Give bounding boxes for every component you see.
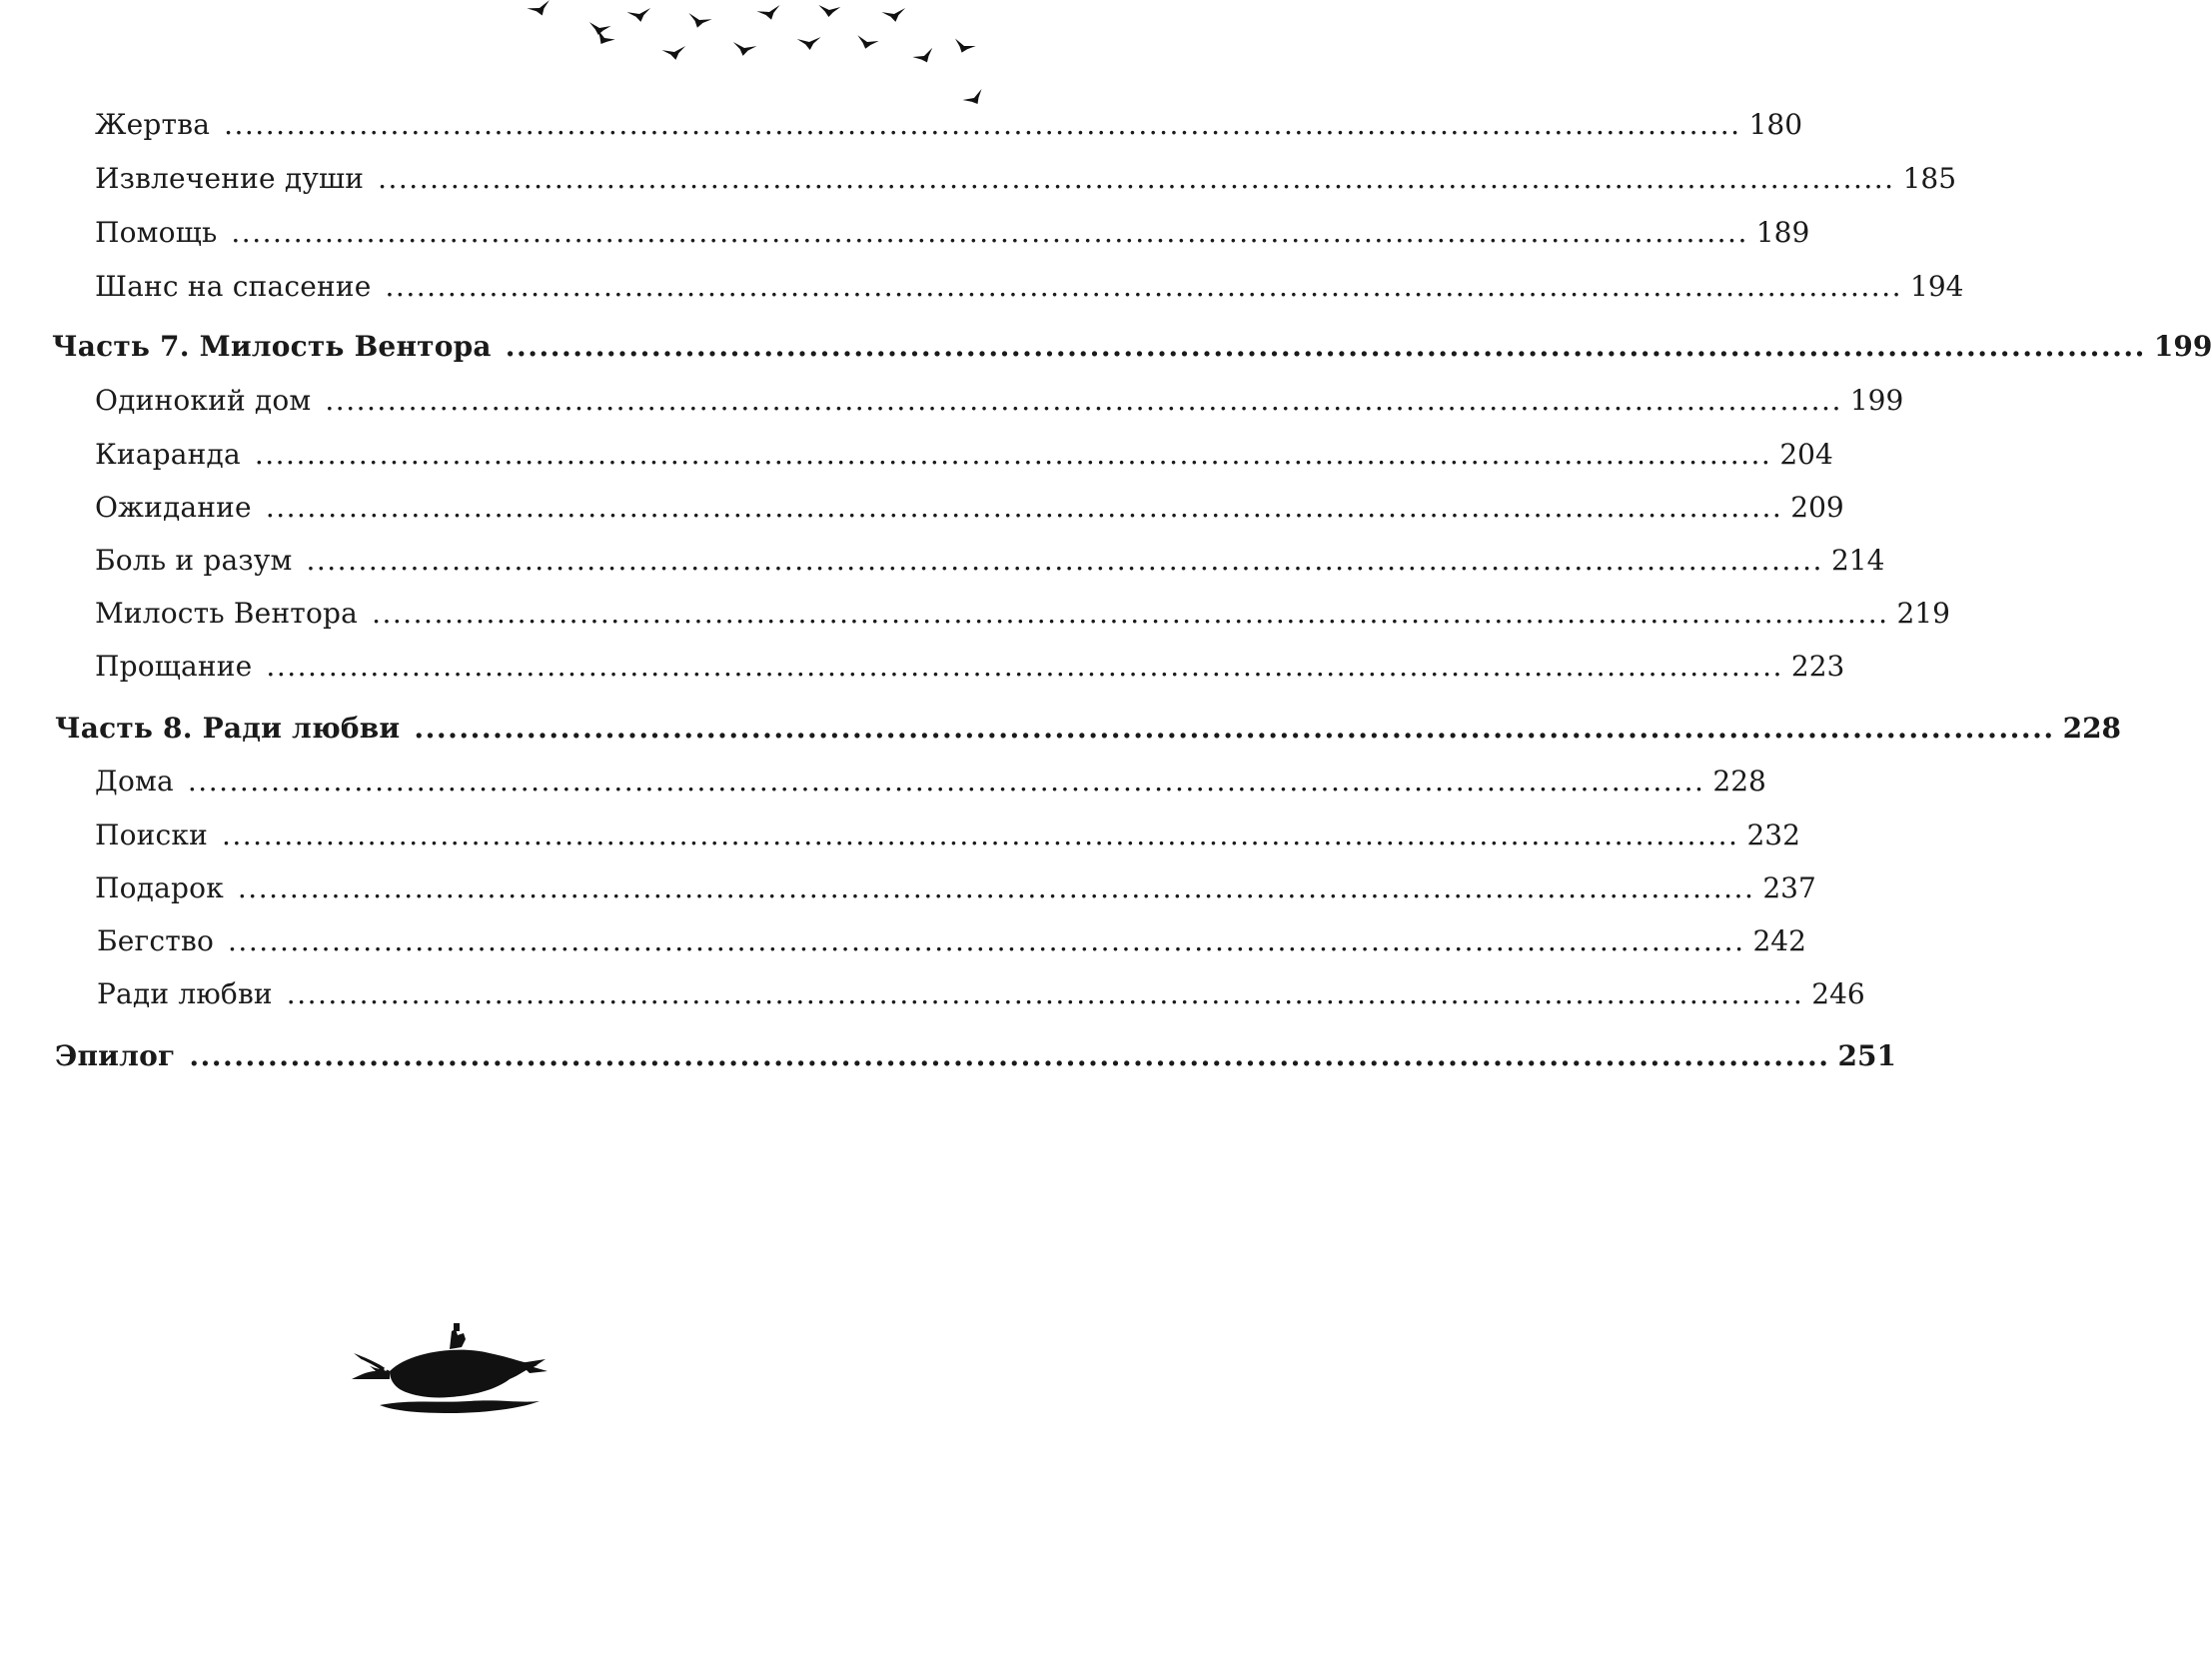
toc-entry-shans-na-spasenie[interactable] bbox=[95, 270, 1964, 326]
toc-leader-dots: .................................................................................................................................................. bbox=[224, 108, 1741, 141]
toc-leader-dots: .................................................................................................................................................. bbox=[414, 712, 2055, 745]
toc-entry-page: 223 bbox=[1790, 650, 1845, 683]
toc-entry-page: 209 bbox=[1790, 491, 1844, 524]
toc-leader-dots: .................................................................................................................................................. bbox=[265, 491, 1783, 524]
toc-entry-title: Милость Вентора bbox=[95, 597, 359, 630]
toc-part-page: 251 bbox=[1837, 1039, 1896, 1072]
toc-part-title: Часть 7. Милость Вентора bbox=[52, 330, 492, 363]
toc-leader-dots: .................................................................................................................................................. bbox=[286, 977, 1804, 1010]
toc-entry-title: Боль и разум bbox=[95, 544, 293, 577]
toc-leader-dots: .................................................................................................................................................. bbox=[505, 330, 2146, 363]
toc-entry-title: Ради любви bbox=[97, 977, 273, 1010]
toc-leader-dots: .................................................................................................................................................. bbox=[306, 544, 1823, 577]
toc-entry-title: Помощь bbox=[95, 216, 218, 249]
toc-entry-title: Поиски bbox=[95, 819, 208, 851]
toc-part-title: Эпилог bbox=[55, 1039, 176, 1072]
toc-leader-dots: .................................................................................................................................................. bbox=[237, 871, 1755, 904]
toc-leader-dots: .................................................................................................................................................. bbox=[266, 650, 1783, 683]
toc-entry-page: 185 bbox=[1902, 162, 1957, 195]
toc-entry-bol-i-razum[interactable] bbox=[95, 544, 1885, 600]
toc-entry-title: Подарок bbox=[95, 871, 224, 904]
toc-leader-dots: .................................................................................................................................................. bbox=[189, 1039, 1830, 1072]
toc-leader-dots: .................................................................................................................................................. bbox=[221, 819, 1739, 851]
toc-entry-title: Киаранда bbox=[95, 438, 241, 471]
toc-entry-begstvo[interactable] bbox=[97, 924, 1806, 980]
toc-entry-proshchanie[interactable] bbox=[95, 650, 1845, 706]
toc-entry-kiaranda[interactable] bbox=[95, 438, 1833, 494]
toc-epilogue[interactable] bbox=[55, 1039, 1896, 1095]
toc-entry-izvlechenie-dushi[interactable] bbox=[95, 162, 1957, 218]
toc-entry-page: 194 bbox=[1910, 270, 1964, 303]
toc-entry-pomoshch[interactable] bbox=[95, 216, 1810, 272]
toc-leader-dots: .................................................................................................................................................. bbox=[372, 597, 1889, 630]
toc-part-7[interactable] bbox=[52, 330, 2212, 386]
toc-entry-milost-ventora[interactable] bbox=[95, 597, 1950, 653]
toc-entry-title: Жертва bbox=[95, 108, 211, 141]
toc-part-8[interactable] bbox=[55, 712, 2122, 768]
toc-leader-dots: .................................................................................................................................................. bbox=[254, 438, 1772, 471]
toc-entry-page: 219 bbox=[1896, 597, 1950, 630]
toc-leader-dots: .................................................................................................................................................. bbox=[325, 384, 1842, 417]
toc-entry-radi-lyubvi[interactable] bbox=[97, 977, 1865, 1033]
toc-entry-title: Шанс на спасение bbox=[95, 270, 372, 303]
boat-bird-silhouette-icon bbox=[350, 1309, 550, 1419]
toc-leader-dots: .................................................................................................................................................. bbox=[231, 216, 1748, 249]
toc-part-title: Часть 8. Ради любви bbox=[55, 712, 401, 745]
toc-entry-odinokiy-dom[interactable] bbox=[95, 384, 1904, 440]
toc-entry-page: 232 bbox=[1746, 819, 1800, 851]
toc-entry-page: 199 bbox=[1849, 384, 1904, 417]
toc-entry-title: Ожидание bbox=[95, 491, 252, 524]
toc-entry-page: 214 bbox=[1830, 544, 1885, 577]
toc-entry-page: 242 bbox=[1752, 924, 1806, 957]
toc-entry-title: Бегство bbox=[97, 924, 215, 957]
toc-entry-title: Одинокий дом bbox=[95, 384, 312, 417]
toc-entry-zhertva[interactable] bbox=[95, 108, 1803, 164]
toc-part-page: 228 bbox=[2062, 712, 2122, 745]
toc-entry-title: Дома bbox=[95, 765, 174, 798]
toc-leader-dots: .................................................................................................................................................. bbox=[228, 924, 1745, 957]
toc-entry-podarok[interactable] bbox=[95, 871, 1816, 927]
toc-entry-page: 204 bbox=[1779, 438, 1833, 471]
toc-entry-ozhidanie[interactable] bbox=[95, 491, 1844, 547]
toc-entry-page: 189 bbox=[1755, 216, 1810, 249]
toc-entry-title: Прощание bbox=[95, 650, 253, 683]
toc-entry-title: Извлечение души bbox=[95, 162, 365, 195]
toc-entry-poiski[interactable] bbox=[95, 819, 1800, 874]
toc-entry-page: 228 bbox=[1712, 765, 1766, 798]
toc-leader-dots: .................................................................................................................................................. bbox=[385, 270, 1902, 303]
toc-entry-page: 237 bbox=[1762, 871, 1816, 904]
toc-entry-page: 246 bbox=[1811, 977, 1865, 1010]
toc-part-page: 199 bbox=[2153, 330, 2212, 363]
toc-leader-dots: .................................................................................................................................................. bbox=[187, 765, 1705, 798]
toc-entry-page: 180 bbox=[1748, 108, 1803, 141]
toc-entry-doma[interactable] bbox=[95, 765, 1766, 821]
toc-leader-dots: .................................................................................................................................................. bbox=[378, 162, 1895, 195]
